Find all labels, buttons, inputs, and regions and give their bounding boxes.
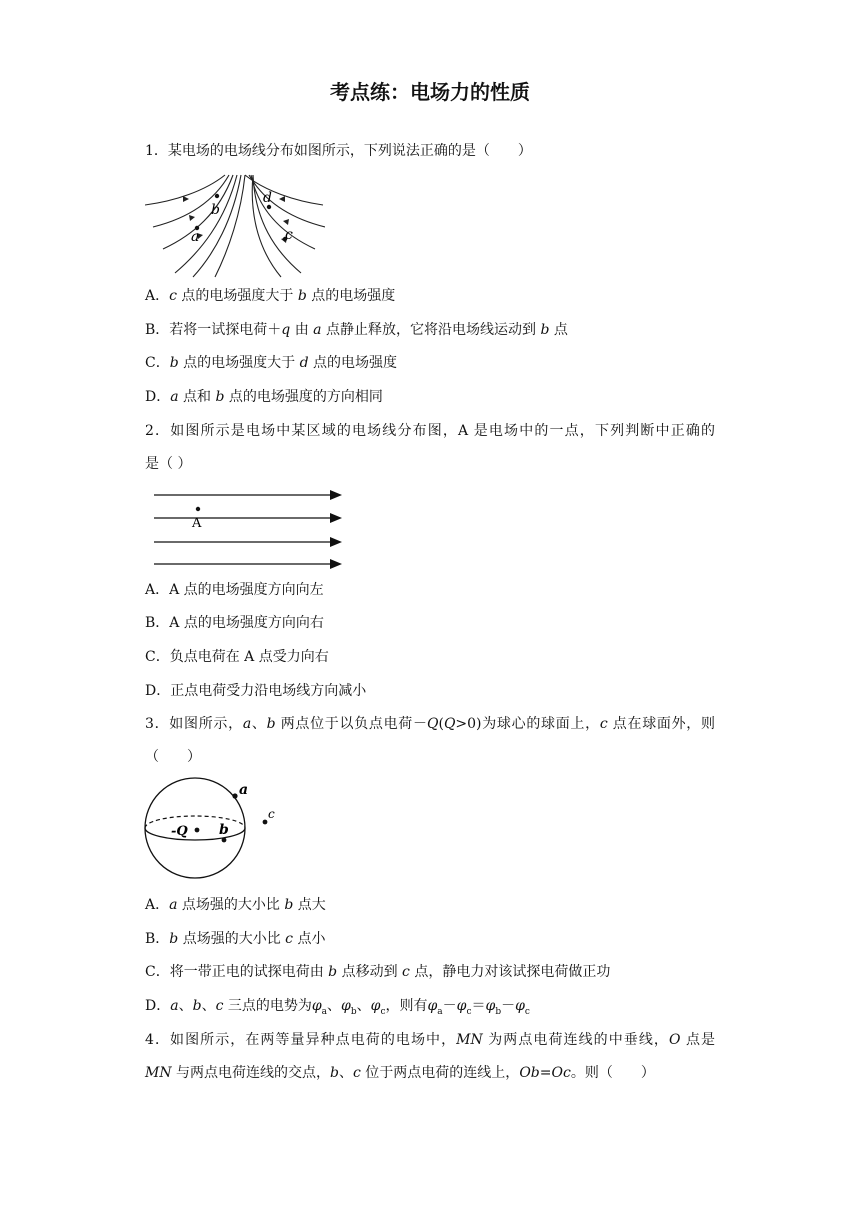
q2-option-b: B．A 点的电场强度方向向右 <box>145 615 324 631</box>
q1-option-b: B．若将一试探电荷＋q 由 a 点静止释放，它将沿电场线运动到 b 点 <box>145 322 568 338</box>
q4-stem-line2: MN 与两点电荷连线的交点，b、c 位于两点电荷的连线上，Ob=Oc。则（ ） <box>145 1065 655 1081</box>
q4-stem-line1: 4．如图所示，在两等量异种点电荷的电场中，MN 为两点电荷连线的中垂线，O 点是 <box>145 1032 716 1048</box>
q3-label-a: a <box>239 782 249 798</box>
q3-option-a: A．a 点场强的大小比 b 点大 <box>145 897 326 913</box>
q3-label-neg-q: -Q <box>171 824 188 839</box>
q2-stem-line1: 2．如图所示是电场中某区域的电场线分布图，A 是电场中的一点，下列判断中正确的 <box>145 423 715 439</box>
q2-stem-line2: 是（ ） <box>145 456 192 472</box>
q2-option-d: D．正点电荷受力沿电场线方向减小 <box>145 683 367 699</box>
q1-label-b: b <box>211 202 220 218</box>
q3-sphere-figure <box>143 776 283 882</box>
page-title: 考点练：电场力的性质 <box>330 80 530 104</box>
q3-option-c: C．将一带正电的试探电荷由 b 点移动到 c 点，静电力对该试探电荷做正功 <box>145 964 611 980</box>
q2-label-a: A <box>192 516 202 531</box>
q1-option-c: C．b 点的电场强度大于 d 点的电场强度 <box>145 355 398 371</box>
q3-stem-line2: （ ） <box>145 749 201 765</box>
q2-option-c: C．负点电荷在 A 点受力向右 <box>145 649 329 665</box>
q1-stem: 1．某电场的电场线分布如图所示，下列说法正确的是（ ） <box>145 143 532 159</box>
q3-option-b: B．b 点场强的大小比 c 点小 <box>145 931 326 947</box>
q3-stem-line1: 3．如图所示，a、b 两点位于以负点电荷－Q(Q>0)为球心的球面上，c 点在球面外，则 <box>145 716 715 732</box>
q1-option-a: A．c 点的电场强度大于 b 点的电场强度 <box>145 288 396 304</box>
q3-label-b: b <box>219 822 229 838</box>
q1-field-lines-figure <box>145 173 325 278</box>
q3-option-d: D．a、b、c 三点的电势为$\varphi_a$、$\varphi_b$、$\varphi_c$，则有$\varphi_a-\varphi_c=\varphi_b-\varphi_c$ <box>145 998 530 1017</box>
q1-label-a: a <box>191 229 200 245</box>
q3-label-c: c <box>268 807 275 821</box>
q2-uniform-field-figure <box>152 486 344 572</box>
q1-label-c: c <box>285 227 293 243</box>
q2-option-a: A．A 点的电场强度方向向左 <box>145 582 324 598</box>
q1-option-d: D．a 点和 b 点的电场强度的方向相同 <box>145 389 383 405</box>
q1-label-d: d <box>263 190 272 206</box>
